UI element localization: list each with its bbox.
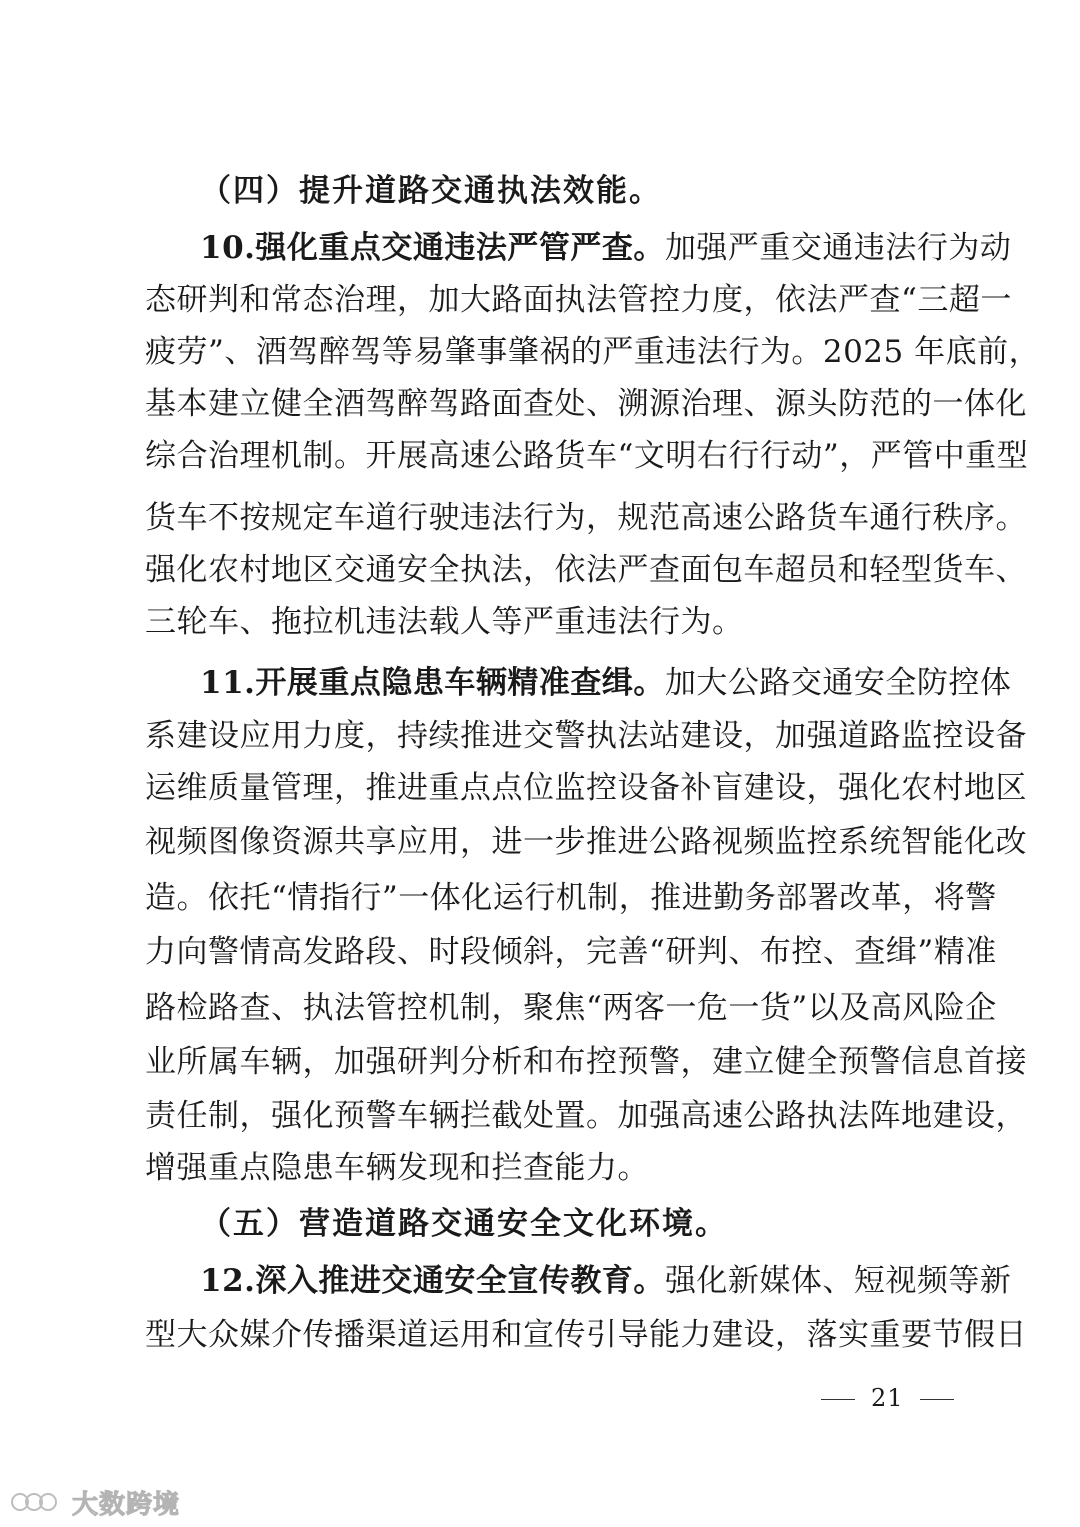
item11-line: 路检路查、执法管控机制，聚焦“两客一危一货”以及高风险企 — [145, 990, 997, 1026]
item11-lead: 11.开展重点隐患车辆精准查缉。 — [200, 665, 665, 701]
watermark — [10, 1484, 180, 1520]
item11-line: 增强重点隐患车辆发现和拦查能力。 — [145, 1150, 649, 1186]
item11-line: 运维质量管理，推进重点点位监控设备补盲建设，强化农村地区 — [145, 770, 1027, 806]
item11-line: 加大公路交通安全防控体 — [664, 665, 1012, 701]
item12-line: 型大众媒介传播渠道运用和宣传引导能力建设，落实重要节假日 — [145, 1317, 1027, 1353]
page-number-dash-right — [920, 1399, 954, 1400]
item11-line: 责任制，强化预警车辆拦截处置。加强高速公路执法阵地建设， — [145, 1098, 1027, 1134]
item10-lead: 10.强化重点交通违法严管严查。 — [200, 230, 665, 266]
section-four-heading: （四）提升道路交通执法效能。 — [200, 173, 662, 209]
page-number-dash-left — [821, 1399, 855, 1400]
item11-line: 造。依托“情指行”一体化运行机制，推进勤务部署改革，将警 — [145, 880, 997, 916]
item10-line: 货车不按规定车道行驶违法行为，规范高速公路货车通行秩序。 — [145, 500, 1027, 536]
item11-line: 力向警情高发路段、时段倾斜，完善“研判、布控、查缉”精准 — [145, 934, 997, 970]
page-number-value: 21 — [871, 1384, 904, 1412]
item10-line: 疲劳”、酒驾醉驾等易肇事肇祸的严重违法行为。2025 年底前， — [145, 334, 1041, 370]
item11-first-line — [200, 657, 1012, 709]
item10-first-line — [200, 222, 1012, 274]
item10-line: 三轮车、拖拉机违法载人等严重违法行为。 — [145, 604, 744, 640]
item10-line: 加强严重交通违法行为动 — [664, 230, 1012, 266]
item11-line: 系建设应用力度，持续推进交警执法站建设，加强道路监控设备 — [145, 718, 1027, 754]
item10-line: 基本建立健全酒驾醉驾路面查处、溯源治理、源头防范的一体化 — [145, 386, 1027, 422]
item10-line: 态研判和常态治理，加大路面执法管控力度，依法严查“三超一 — [145, 282, 1012, 318]
item12-line: 强化新媒体、短视频等新 — [664, 1263, 1012, 1299]
watermark-text: 大数跨境 — [72, 1489, 181, 1520]
item10-line: 综合治理机制。开展高速公路货车“文明右行行动”，严管中重型 — [145, 438, 1029, 474]
section-five-heading: （五）营造道路交通安全文化环境。 — [200, 1206, 728, 1242]
item10-line: 强化农村地区交通安全执法，依法严查面包车超员和轻型货车、 — [145, 552, 1027, 588]
watermark-logo-icon — [10, 1489, 66, 1515]
item11-line: 业所属车辆，加强研判分析和布控预警，建立健全预警信息首接 — [145, 1044, 1027, 1080]
page-number — [805, 1378, 970, 1418]
item12-first-line — [200, 1255, 1012, 1307]
item11-line: 视频图像资源共享应用，进一步推进公路视频监控系统智能化改 — [145, 824, 1027, 860]
item12-lead: 12.深入推进交通安全宣传教育。 — [200, 1263, 665, 1299]
